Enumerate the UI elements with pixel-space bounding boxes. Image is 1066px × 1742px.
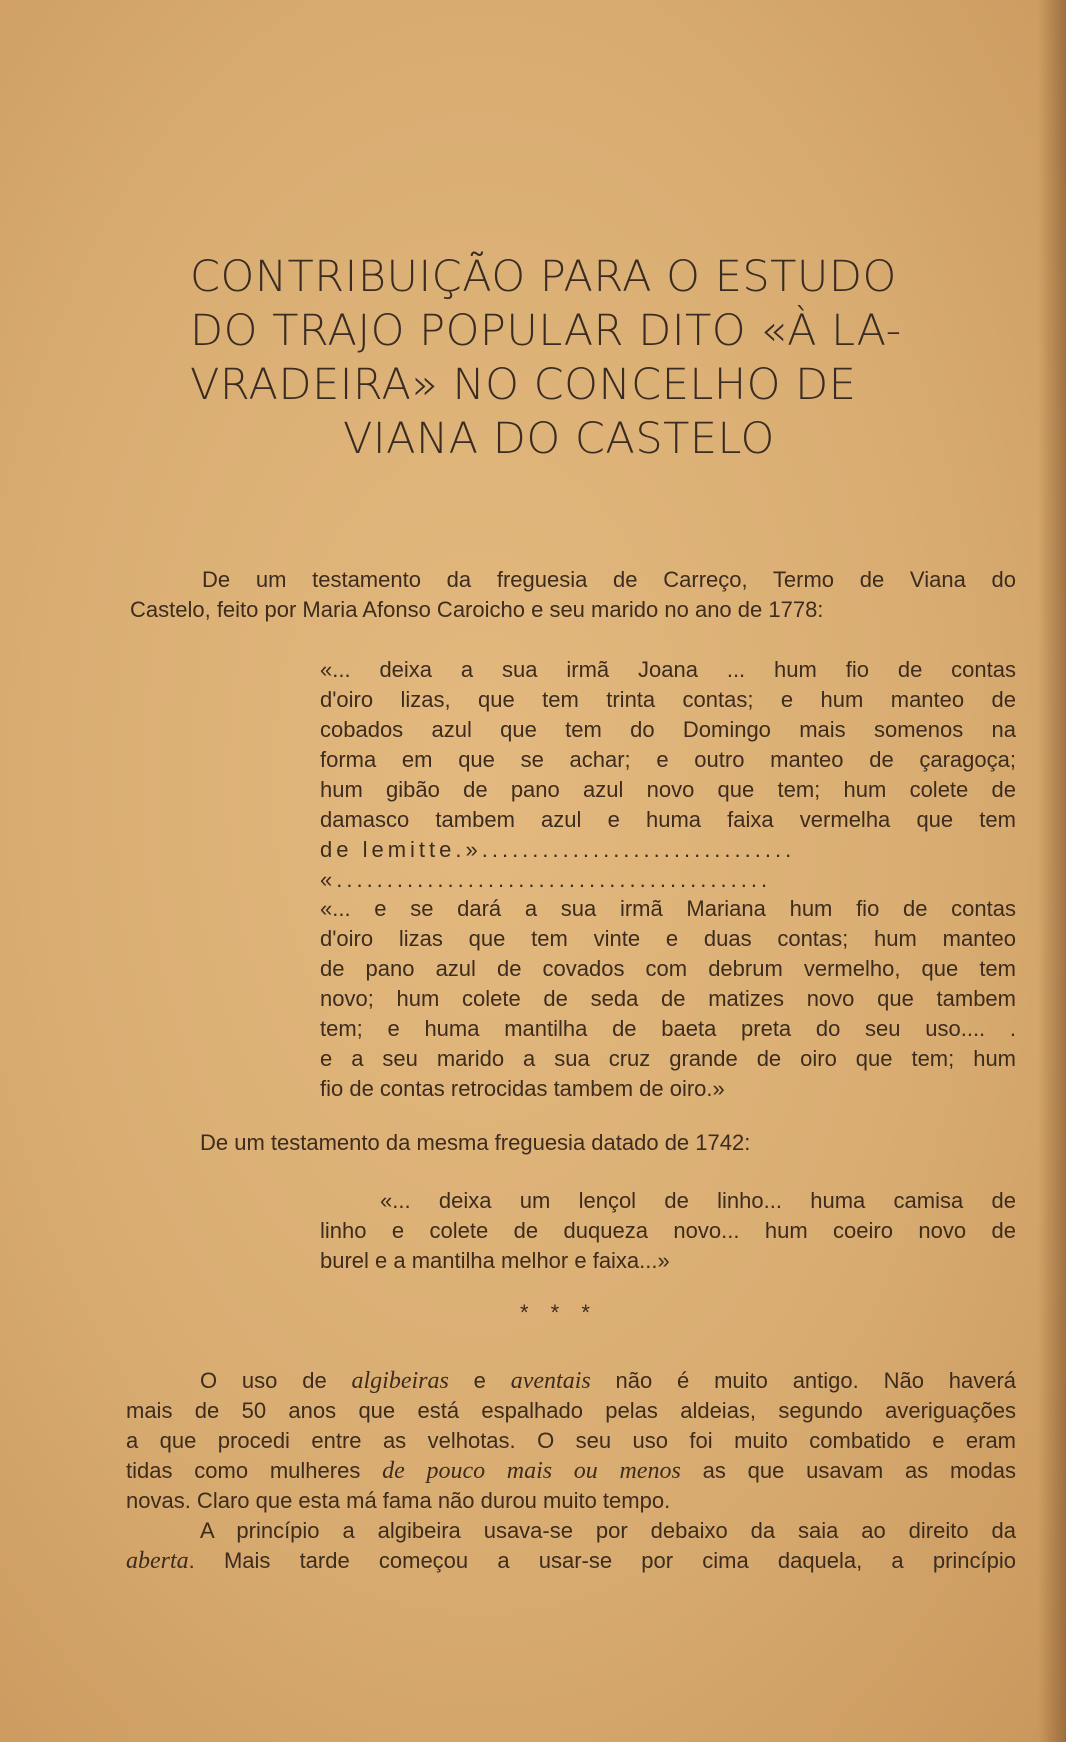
body-line-4	[126, 1456, 1016, 1486]
intro-2-paragraph	[200, 1128, 1016, 1158]
body-line-1-aventais: aventais	[510, 1368, 591, 1394]
body-line-5: novas. Claro que esta má fama não durou muito tempo.	[126, 1488, 671, 1513]
body-line-6: A princípio a algibeira usava-se por debaixo da saia ao direito da	[200, 1518, 1016, 1543]
body-line-7-aberta: aberta	[126, 1548, 189, 1574]
intro-line-2: Castelo, feito por Maria Afonso Caroicho e seu marido no ano de 1778:	[130, 597, 824, 622]
quote-2-line-6: e a seu marido a sua cruz grande de oiro que tem; hum	[320, 1046, 1016, 1071]
quote-2	[320, 894, 1016, 1104]
body-line-1-e: não é muito antigo. Não haverá	[590, 1368, 1017, 1393]
section-separator: * * *	[520, 1300, 598, 1325]
body-line-1-c: e	[448, 1368, 511, 1393]
body-line-1	[126, 1366, 1016, 1396]
title-line-3: VRADEIRA» NO CONCELHO DE	[190, 360, 857, 410]
body-line-7-b: . Mais tarde começou a usar-se por cima daquela, a princípio	[188, 1548, 1016, 1573]
intro-line-1: De um testamento da freguesia de Carreço, Termo de Viana do	[202, 567, 1016, 592]
quote-3-line-1: «... deixa um lençol de linho... huma camisa de	[380, 1188, 1016, 1213]
quote-1-line-3: cobados azul que tem do Domingo mais somenos na	[320, 717, 1016, 742]
quote-1-line-5: hum gibão de pano azul novo que tem; hum colete de	[320, 777, 1016, 802]
page-edge-shadow	[1038, 0, 1066, 1742]
quote-3-line-3: burel e a mantilha melhor e faixa...»	[320, 1248, 670, 1273]
title-line-1: CONTRIBUIÇÃO PARA O ESTUDO	[190, 252, 897, 302]
article-title	[190, 250, 970, 466]
quote-1-line-8: «...........................................	[320, 867, 772, 892]
quote-3	[320, 1186, 1016, 1276]
body-line-1-algibeiras: algibeiras	[351, 1368, 449, 1394]
quote-2-line-3: de pano azul de covados com debrum vermelho, que tem	[320, 956, 1016, 981]
quote-2-line-2: d'oiro lizas que tem vinte e duas contas; hum manteo	[320, 926, 1016, 951]
intro-2-line: De um testamento da mesma freguesia datado de 1742:	[200, 1130, 751, 1155]
quote-1-line-4: forma em que se achar; e outro manteo de çaragoça;	[320, 747, 1016, 772]
quote-3-line-2: linho e colete de duqueza novo... hum coeiro novo de	[320, 1218, 1016, 1243]
quote-1-line-7: de lemitte.»...............................	[320, 837, 796, 862]
quote-2-line-1: «... e se dará a sua irmã Mariana hum fio de contas	[320, 896, 1016, 921]
quote-1-line-1: «... deixa a sua irmã Joana ... hum fio de contas	[320, 657, 1016, 682]
quote-2-line-5: tem; e huma mantilha de baeta preta do seu uso.... .	[320, 1016, 1016, 1041]
body-line-1-a: O uso de	[200, 1368, 352, 1393]
quote-2-line-4: novo; hum colete de seda de matizes novo que tambem	[320, 986, 1016, 1011]
body-line-4-a: tidas como mulheres	[126, 1458, 383, 1483]
body-line-4-italic: de pouco mais ou menos	[382, 1458, 681, 1484]
body-paragraph	[126, 1366, 1016, 1576]
body-line-2: mais de 50 anos que está espalhado pelas aldeias, segundo averiguações	[126, 1398, 1016, 1423]
title-line-2: DO TRAJO POPULAR DITO «À LA-	[190, 306, 902, 356]
body-line-7	[126, 1546, 1016, 1576]
quote-1-line-6: damasco tambem azul e huma faixa vermelha que tem	[320, 807, 1016, 832]
title-line-4: VIANA DO CASTELO	[343, 414, 775, 464]
intro-paragraph	[130, 565, 1016, 625]
body-line-4-c: as que usavam as modas	[680, 1458, 1017, 1483]
quote-1	[320, 655, 1016, 895]
quote-1-line-2: d'oiro lizas, que tem trinta contas; e hum manteo de	[320, 687, 1016, 712]
quote-2-line-7: fio de contas retrocidas tambem de oiro.»	[320, 1076, 725, 1101]
body-line-3: a que procedi entre as velhotas. O seu uso foi muito combatido e eram	[126, 1428, 1016, 1453]
